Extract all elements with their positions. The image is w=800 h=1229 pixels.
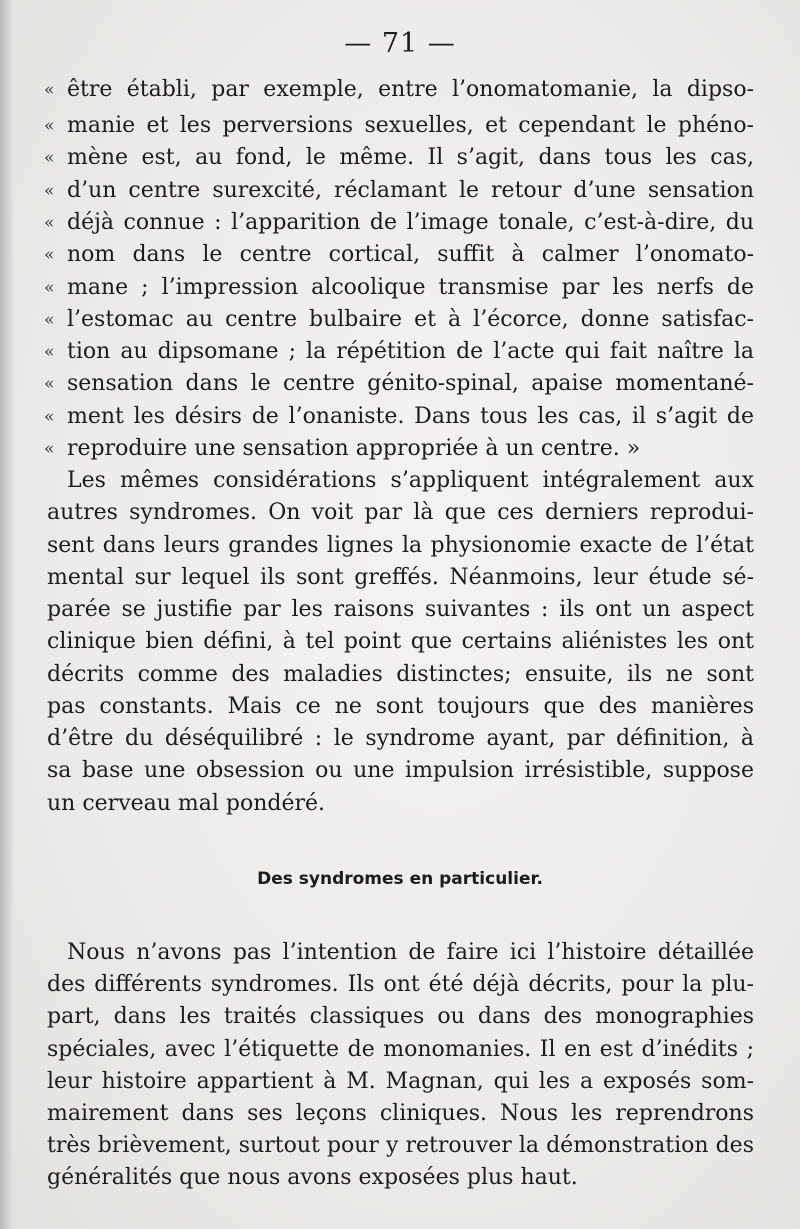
paragraph-line: mental sur lequel ils sont greffés. Néanmoins, leur étude sé-	[47, 565, 754, 590]
paragraph-line: pas constants. Mais ce ne sont toujours que des manières	[47, 694, 754, 719]
quote-mark: «	[44, 80, 55, 100]
paragraph-line: d’être du déséquilibré : le syndrome ayant, par définition, à	[47, 726, 754, 751]
paragraph-line: décrits comme des maladies distinctes; ensuite, ils ne sont	[47, 662, 754, 687]
quoted-line: mène est, au fond, le même. Il s’agit, dans tous les cas,	[67, 145, 754, 170]
quote-mark: «	[44, 342, 55, 362]
paragraph-line: mairement dans ses leçons cliniques. Nous les reprendrons	[47, 1101, 754, 1126]
paragraph-line: clinique bien défini, à tel point que certains aliénistes les ont	[47, 629, 754, 654]
quoted-line: ment les désirs de l’onaniste. Dans tous les cas, il s’agit de	[67, 404, 754, 429]
quote-mark: «	[44, 213, 55, 233]
paragraph-line: sent dans leurs grandes lignes la physionomie exacte de l’état	[47, 533, 754, 558]
quoted-line: mane ; l’impression alcoolique transmise par les nerfs de	[67, 275, 754, 300]
quoted-line: être établi, par exemple, entre l’onomatomanie, la dipso-	[67, 77, 754, 102]
quote-mark: «	[44, 148, 55, 168]
quoted-line: d’un centre surexcité, réclamant le retour d’une sensation	[67, 178, 754, 203]
quote-mark: «	[44, 310, 55, 330]
paragraph-line: généralités que nous avons exposées plus haut.	[47, 1165, 578, 1190]
quoted-line: manie et les perversions sexuelles, et cependant le phéno-	[67, 113, 754, 138]
paragraph-line: des différents syndromes. Ils ont été déjà décrits, pour la plu-	[47, 972, 754, 997]
quoted-line: l’estomac au centre bulbaire et à l’écorce, donne satisfac-	[67, 307, 754, 332]
paragraph-line: spéciales, avec l’étiquette de monomanies. Il en est d’inédits ;	[47, 1037, 754, 1062]
paragraph-line: autres syndromes. On voit par là que ces derniers reprodui-	[47, 500, 754, 525]
paragraph-line: très brièvement, surtout pour y retrouver la démonstration des	[47, 1133, 754, 1158]
paragraph-line: Les mêmes considérations s’appliquent intégralement aux	[67, 468, 754, 493]
page-number: — 71 —	[344, 28, 456, 59]
paragraph-line: part, dans les traités classiques ou dans des monographies	[47, 1004, 754, 1029]
quote-mark: «	[44, 439, 55, 459]
quote-mark: «	[44, 245, 55, 265]
quoted-line: sensation dans le centre génito-spinal, apaise momentané-	[67, 371, 754, 396]
quote-mark: «	[44, 407, 55, 427]
paragraph-line: leur histoire appartient à M. Magnan, qui les a exposés som-	[47, 1069, 754, 1094]
paragraph-line: Nous n’avons pas l’intention de faire ici l’histoire détaillée	[67, 940, 754, 965]
quoted-line: déjà connue : l’apparition de l’image tonale, c’est-à-dire, du	[67, 210, 754, 235]
quoted-line: nom dans le centre cortical, suffit à calmer l’onomato-	[67, 242, 754, 267]
paragraph-line: parée se justifie par les raisons suivantes : ils ont un aspect	[47, 597, 754, 622]
quoted-line: reproduire une sensation appropriée à un centre. »	[67, 436, 641, 461]
paragraph-line: un cerveau mal pondéré.	[47, 791, 326, 816]
page-edge-shadow	[0, 0, 14, 1229]
paragraph-line: sa base une obsession ou une impulsion irrésistible, suppose	[47, 758, 754, 783]
quote-mark: «	[44, 374, 55, 394]
quote-mark: «	[44, 278, 55, 298]
quote-mark: «	[44, 181, 55, 201]
quoted-line: tion au dipsomane ; la répétition de l’acte qui fait naître la	[67, 339, 754, 364]
section-heading: Des syndromes en particulier.	[257, 869, 543, 889]
quote-mark: «	[44, 116, 55, 136]
